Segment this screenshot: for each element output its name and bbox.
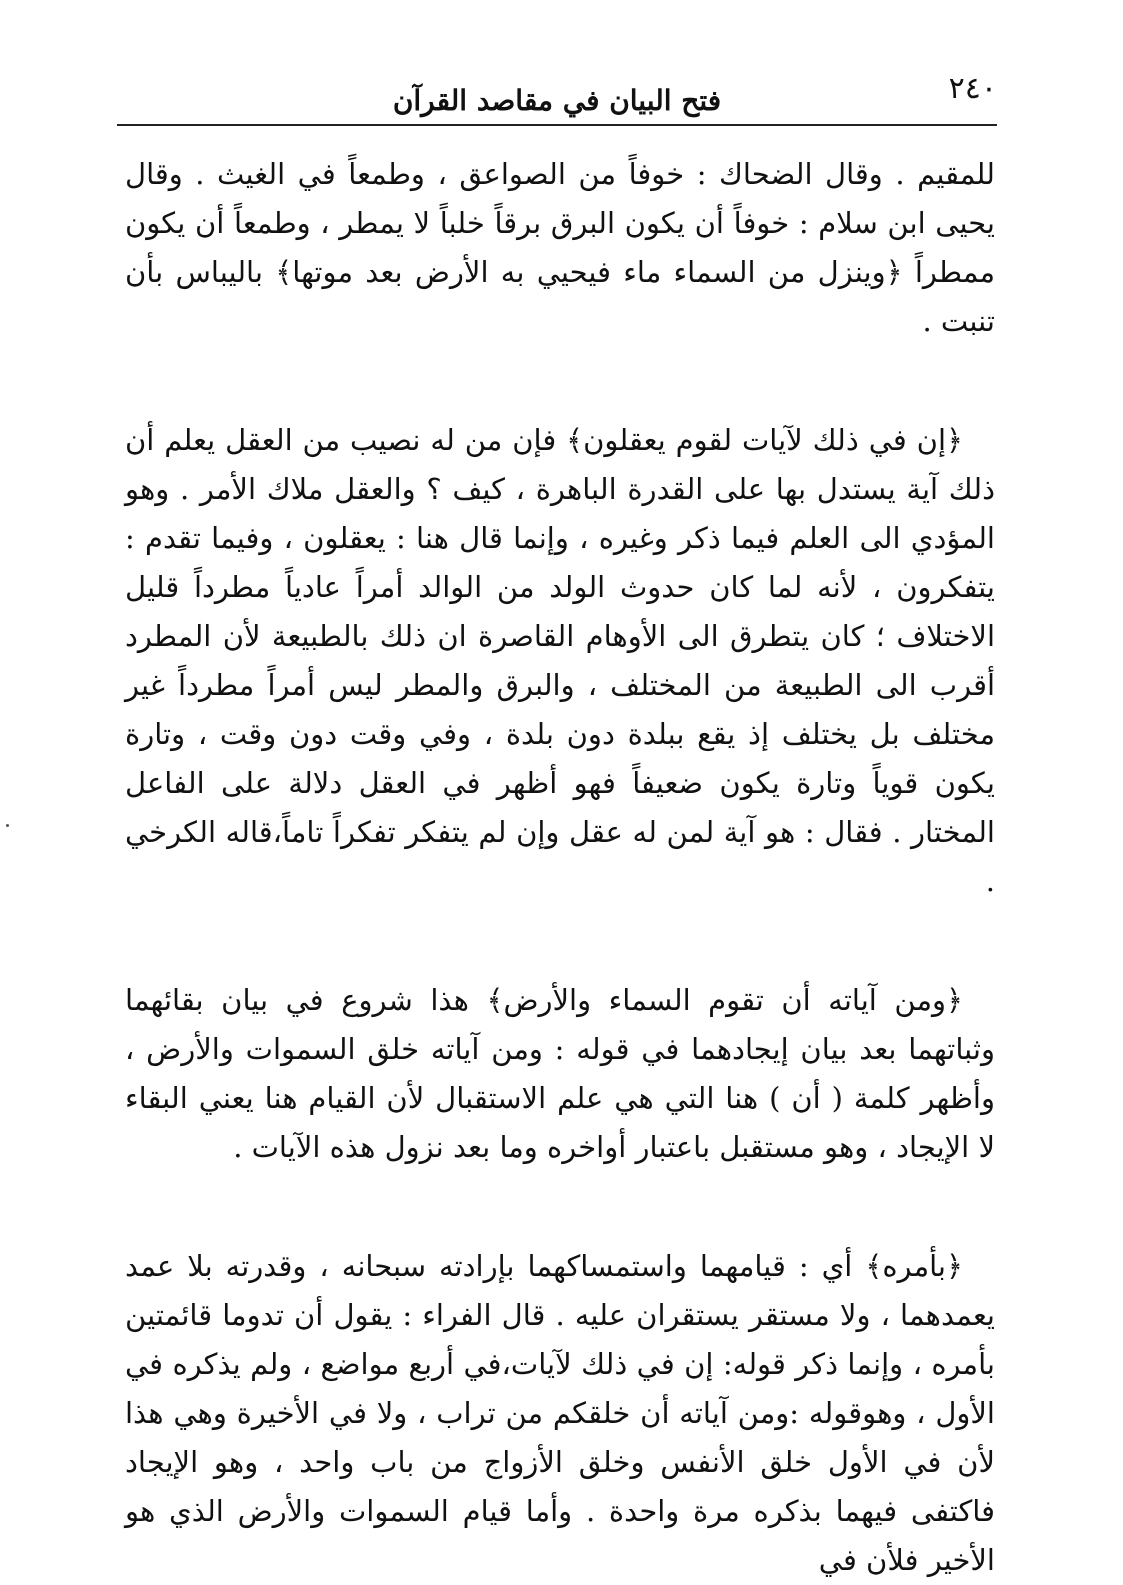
body-text <box>125 150 995 1585</box>
page-number: ٢٤٠ <box>948 71 997 106</box>
paragraph-4: ﴿بأمره﴾ أي : قيامهما واستمساكهما بإرادته سبحانه ، وقدرته بلا عمد يعمدهما ، ولا مستقر يستقران عليه . قال الفراء : يقول أن تدوما قائمتين بأمره ، وإنما ذكر قوله: إن في ذلك لآيات،في أربع مواضع ، ولم يذكره في الأول ، وهوقوله :ومن آياته أن خلقكم من تراب ، ولا في الأخيرة وهي هذا لأن في الأول خلق الأنفس وخلق الأزواج من باب واحد ، وهو الإيجاد فاكتفى فيهما بذكره مرة واحدة . وأما قيام السموات والأرض الذي هو الأخير فلأن في <box>125 1249 995 1577</box>
paragraph-1: للمقيم . وقال الضحاك : خوفاً من الصواعق ، وطمعاً في الغيث . وقال يحيى ابن سلام : خوفاً أن يكون البرق برقاً خلباً لا يمطر ، وطمعاً أن يكون ممطراً ﴿وينزل من السماء ماء فيحيي به الأرض بعد موتها﴾ باليباس بأن تنبت . <box>125 157 995 338</box>
page-header <box>117 64 997 124</box>
header-rule <box>117 124 997 126</box>
paragraph-2: ﴿إن في ذلك لآيات لقوم يعقلون﴾ فإن من له نصيب من العقل يعلم أن ذلك آية يستدل بها على القدرة الباهرة ، كيف ؟ والعقل ملاك الأمر . وهو المؤدي الى العلم فيما ذكر وغيره ، وإنما قال هنا : يعقلون ، وفيما تقدم : يتفكرون ، لأنه لما كان حدوث الولد من الوالد أمراً عادياً مطرداً قليل الاختلاف ؛ كان يتطرق الى الأوهام القاصرة ان ذلك بالطبيعة لأن المطرد أقرب الى الطبيعة من المختلف ، والبرق والمطر ليس أمراً مطرداً غير مختلف بل يختلف إذ يقع ببلدة دون بلدة ، وفي وقت دون وقت ، وتارة يكون قوياً وتارة يكون ضعيفاً فهو أظهر في العقل دلالة على الفاعل المختار . فقال : هو آية لمن له عقل وإن لم يتفكر تفكراً تاماً،قاله الكرخي . <box>125 423 995 898</box>
paragraph-3: ﴿ومن آياته أن تقوم السماء والأرض﴾ هذا شروع في بيان بقائهما وثباتهما بعد بيان إيجادهما في قوله : ومن آياته خلق السموات والأرض ، وأظهر كلمة ( أن ) هنا التي هي علم الاستقبال لأن القيام هنا يعني البقاء لا الإيجاد ، وهو مستقبل باعتبار أواخره وما بعد نزول هذه الآيات . <box>125 983 995 1164</box>
running-title: فتح البيان في مقاصد القرآن <box>392 84 722 117</box>
scan-speck <box>6 824 9 827</box>
